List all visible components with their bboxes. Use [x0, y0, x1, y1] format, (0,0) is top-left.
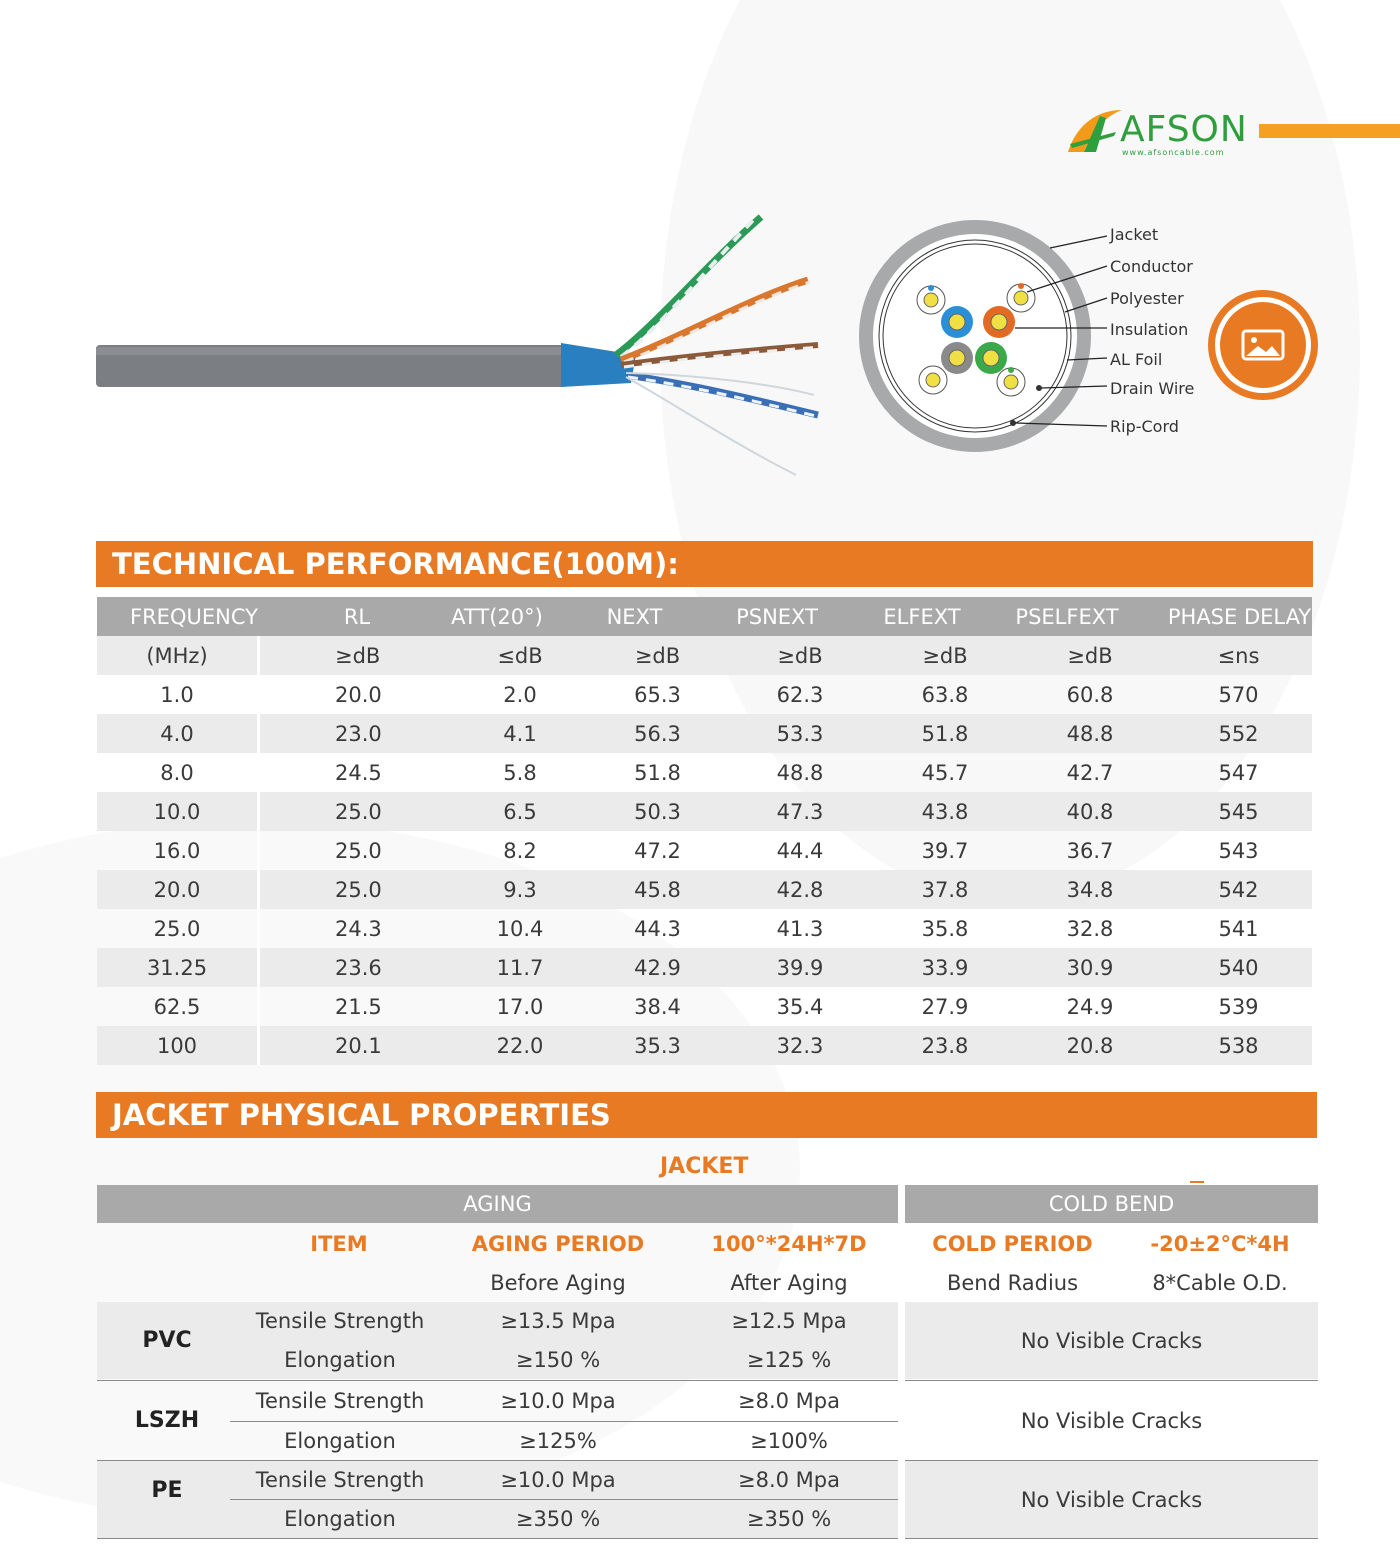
aging-period-value: 100°*24H*7D [711, 1232, 867, 1256]
table-cell: 39.7 [921, 838, 969, 863]
table-row [97, 948, 1312, 987]
pvc-tensile-after: ≥12.5 Mpa [731, 1309, 847, 1333]
table-cell: 538 [1218, 1033, 1259, 1058]
lszh-tensile-label: Tensile Strength [255, 1389, 425, 1413]
table-cell: 11.7 [496, 955, 544, 980]
table-cell: 47.2 [634, 838, 681, 863]
logo-url: www.afsoncable.com [1122, 148, 1225, 157]
table-cell: 32.8 [1066, 916, 1114, 941]
table-cell: 23.8 [921, 1033, 969, 1058]
lszh-tensile-after: ≥8.0 Mpa [738, 1389, 840, 1413]
table-cell: 20.1 [335, 1033, 382, 1058]
table-cell: 20.0 [97, 870, 260, 909]
logo-wordmark: AFSON [1120, 109, 1248, 150]
table-cell: 47.3 [776, 799, 824, 824]
pvc-cold-bend-result: No Visible Cracks [1020, 1328, 1203, 1353]
table-cell: 45.8 [634, 877, 681, 902]
table-cell: 31.25 [97, 948, 260, 987]
label-drain-wire: Drain Wire [1110, 379, 1195, 398]
cable-illustration [96, 205, 836, 495]
table-cell: 51.8 [634, 760, 681, 785]
table-cell: 44.3 [634, 916, 681, 941]
table-cell: 541 [1218, 916, 1259, 941]
table-cell: 50.3 [634, 799, 681, 824]
table-cell: 4.1 [503, 721, 537, 746]
table-cell: 25.0 [97, 909, 260, 948]
pvc-tensile-label: Tensile Strength [255, 1309, 425, 1333]
table-cell: 21.5 [335, 994, 382, 1019]
table-cell: 62.3 [776, 682, 824, 707]
pvc-elongation-after: ≥125 % [746, 1348, 832, 1372]
table-cell: 100 [97, 1026, 260, 1065]
divider [97, 1538, 898, 1539]
bend-radius-value: 8*Cable O.D. [1152, 1271, 1288, 1295]
jacket-subtitle: JACKET [660, 1154, 749, 1179]
table-cell: ≤dB [497, 643, 543, 668]
table-cell: 542 [1218, 877, 1259, 902]
table-cell: 547 [1218, 760, 1259, 785]
table-cell: 1.0 [97, 675, 260, 714]
table-cell: 30.9 [1066, 955, 1114, 980]
lszh-elongation-after: ≥100% [750, 1429, 828, 1453]
table-cell: 539 [1218, 994, 1259, 1019]
table-row [97, 831, 1312, 870]
label-conductor: Conductor [1110, 257, 1193, 276]
table-cell: 27.9 [921, 994, 969, 1019]
technical-performance-table [97, 597, 1312, 1065]
pe-elongation-after: ≥350 % [746, 1507, 832, 1531]
item-header: ITEM [310, 1232, 368, 1256]
table-cell: 8.2 [503, 838, 537, 863]
jacket-dash-mark [1190, 1181, 1204, 1183]
table-cell: 9.3 [503, 877, 537, 902]
technical-performance-header: TECHNICAL PERFORMANCE(100M): [96, 541, 1313, 587]
header-accent-bar [1259, 124, 1400, 138]
table-cell: 25.0 [335, 799, 382, 824]
table-cell: 44.4 [776, 838, 824, 863]
before-aging-label: Before Aging [490, 1271, 626, 1295]
table-cell: ≥dB [634, 643, 681, 668]
table-cell: ≥dB [922, 643, 968, 668]
table-cell: 5.8 [503, 760, 537, 785]
table-cell: 25.0 [335, 838, 382, 863]
col-header-psnext: PSNEXT [736, 604, 818, 629]
pe-cold-bend-result: No Visible Cracks [1020, 1487, 1203, 1512]
col-header-rl: RL [343, 604, 371, 629]
table-row [97, 870, 1312, 909]
brand-logo [1066, 106, 1248, 162]
label-polyester: Polyester [1110, 289, 1184, 308]
table-cell: 36.7 [1066, 838, 1114, 863]
table-cell: 4.0 [97, 714, 260, 753]
cold-bend-band: COLD BEND [905, 1185, 1318, 1223]
material-lszh: LSZH [134, 1408, 200, 1433]
table-cell: 543 [1218, 838, 1259, 863]
table-cell: 545 [1218, 799, 1259, 824]
table-cell: 48.8 [776, 760, 824, 785]
aging-period-header: AGING PERIOD [471, 1232, 645, 1256]
table-cell: 10.0 [97, 792, 260, 831]
table-cell: 42.7 [1066, 760, 1114, 785]
table-cell: 65.3 [634, 682, 681, 707]
table-cell: ≤ns [1217, 643, 1260, 668]
table-cell: 42.9 [634, 955, 681, 980]
material-pvc: PVC [142, 1328, 192, 1353]
cold-period-header: COLD PERIOD [932, 1232, 1093, 1256]
pe-tensile-label: Tensile Strength [255, 1468, 425, 1492]
table-cell: 23.6 [335, 955, 382, 980]
aging-band: AGING [97, 1185, 898, 1223]
table-row [97, 714, 1312, 753]
table-cell: 10.4 [496, 916, 544, 941]
table-row [97, 909, 1312, 948]
table-cell: 48.8 [1066, 721, 1114, 746]
table-cell: 35.8 [921, 916, 969, 941]
table-cell: 2.0 [503, 682, 537, 707]
table-cell: 22.0 [496, 1033, 544, 1058]
table-cell: 16.0 [97, 831, 260, 870]
logo-mark-icon [1066, 106, 1124, 156]
pvc-elongation-label: Elongation [284, 1348, 396, 1372]
table-cell: 24.3 [335, 916, 382, 941]
table-cell: 540 [1218, 955, 1259, 980]
cold-period-value: -20±2°C*4H [1150, 1232, 1290, 1256]
table-row [97, 1026, 1312, 1065]
pvc-tensile-before: ≥13.5 Mpa [500, 1309, 616, 1333]
table-cell: 6.5 [503, 799, 537, 824]
col-header-frequency: FREQUENCY [130, 604, 258, 629]
table-cell: 32.3 [776, 1033, 824, 1058]
pe-tensile-before: ≥10.0 Mpa [500, 1468, 616, 1492]
table-row [97, 675, 1312, 714]
table-cell: 39.9 [776, 955, 824, 980]
bend-radius-label: Bend Radius [946, 1271, 1079, 1295]
table-cell: 41.3 [776, 916, 824, 941]
table-cell: 40.8 [1066, 799, 1114, 824]
image-placeholder-icon[interactable] [1208, 290, 1318, 400]
table-cell: 53.3 [776, 721, 824, 746]
col-header-next: NEXT [606, 604, 663, 629]
table-row [97, 987, 1312, 1026]
table-header-row [97, 597, 1312, 636]
table-cell: 552 [1218, 721, 1259, 746]
table-cell: 42.8 [776, 877, 824, 902]
table-cell: (MHz) [97, 636, 260, 675]
lszh-tensile-before: ≥10.0 Mpa [500, 1389, 616, 1413]
table-cell: 8.0 [97, 753, 260, 792]
table-cell: 20.8 [1066, 1033, 1114, 1058]
table-row [97, 792, 1312, 831]
pe-elongation-before: ≥350 % [515, 1507, 601, 1531]
table-cell: 17.0 [496, 994, 544, 1019]
after-aging-label: After Aging [730, 1271, 848, 1295]
table-cell: 34.8 [1066, 877, 1114, 902]
table-cell: 45.7 [921, 760, 969, 785]
label-rip-cord: Rip-Cord [1110, 417, 1179, 436]
table-cell: 37.8 [921, 877, 969, 902]
table-cell: ≥dB [1067, 643, 1113, 668]
table-cell: 51.8 [921, 721, 969, 746]
table-cell: 33.9 [921, 955, 969, 980]
pe-tensile-after: ≥8.0 Mpa [738, 1468, 840, 1492]
table-cell: ≥dB [335, 643, 381, 668]
table-cell: 20.0 [335, 682, 382, 707]
table-cell: 570 [1218, 682, 1259, 707]
table-row [97, 753, 1312, 792]
table-cell: 35.4 [776, 994, 824, 1019]
divider [905, 1538, 1318, 1539]
table-cell: 24.5 [335, 760, 382, 785]
table-cell: ≥dB [777, 643, 823, 668]
table-cell: 63.8 [921, 682, 969, 707]
label-insulation: Insulation [1110, 320, 1189, 339]
table-cell: 38.4 [634, 994, 681, 1019]
col-header-phase-delay: PHASE DELAY [1167, 604, 1312, 629]
pvc-elongation-before: ≥150 % [515, 1348, 601, 1372]
table-cell: 62.5 [97, 987, 260, 1026]
col-header-pselfext: PSELFEXT [1015, 604, 1119, 629]
table-cell: 43.8 [921, 799, 969, 824]
table-cell: 23.0 [335, 721, 382, 746]
lszh-elongation-label: Elongation [284, 1429, 396, 1453]
table-cell: 35.3 [634, 1033, 681, 1058]
lszh-elongation-before: ≥125% [519, 1429, 597, 1453]
units-row [97, 636, 1312, 675]
label-jacket: Jacket [1110, 225, 1159, 244]
table-cell: 56.3 [634, 721, 681, 746]
label-al-foil: AL Foil [1110, 350, 1163, 369]
col-header-elfext: ELFEXT [883, 604, 961, 629]
jacket-properties-header: JACKET PHYSICAL PROPERTIES [96, 1092, 1317, 1138]
table-cell: 60.8 [1066, 682, 1114, 707]
table-cell: 24.9 [1066, 994, 1114, 1019]
col-header-att: ATT(20°) [451, 604, 543, 629]
lszh-cold-bend-result: No Visible Cracks [1020, 1408, 1203, 1433]
table-cell: 25.0 [335, 877, 382, 902]
material-pe: PE [151, 1477, 183, 1503]
pe-elongation-label: Elongation [284, 1507, 396, 1531]
